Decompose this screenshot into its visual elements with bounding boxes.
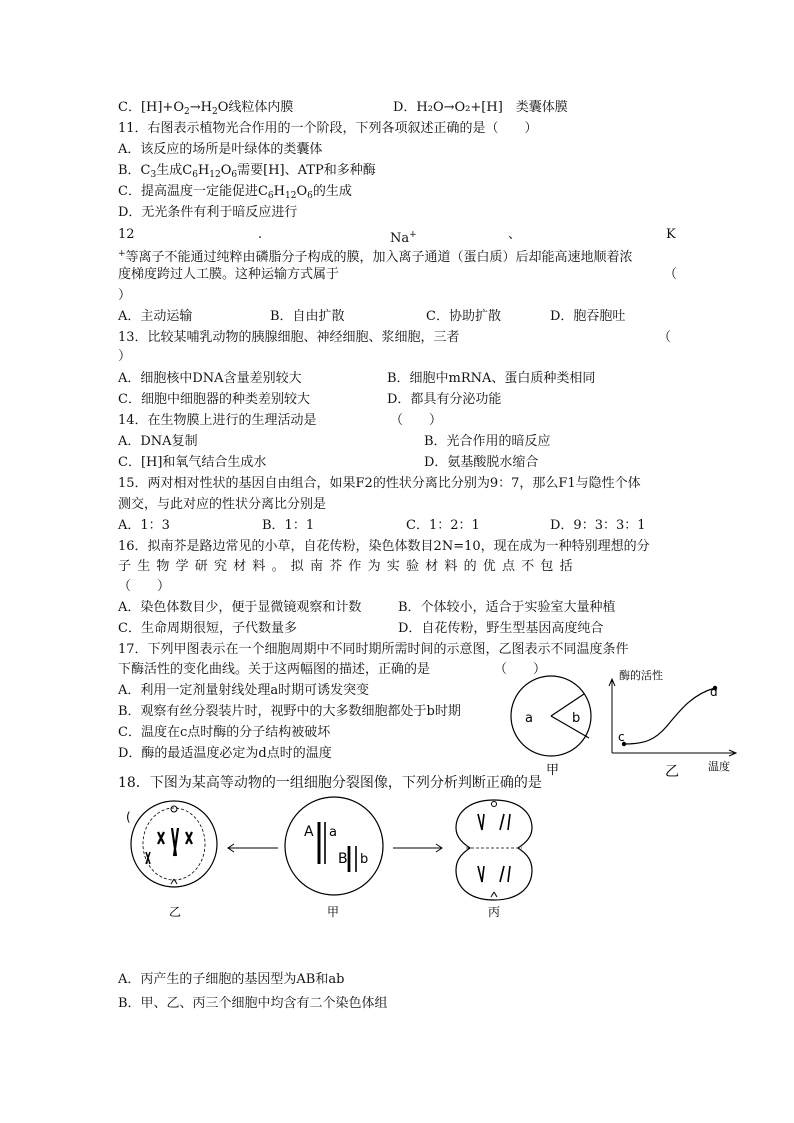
q13-option-c: C．细胞中细胞器的种类差别较大 <box>118 392 310 407</box>
cell-yi-label: 乙 <box>169 905 182 919</box>
q18-cell-division-figure <box>120 792 560 924</box>
q12-k: K <box>666 227 676 242</box>
gene-label-A: A <box>304 824 314 840</box>
q12-stem-line3: 度梯度跨过人工膜。这种运输方式属于 <box>118 267 340 282</box>
q17-figures <box>505 668 745 778</box>
q12-dot: . <box>258 227 263 242</box>
q13-option-a: A．细胞核中DNA含量差别较大 <box>118 371 302 386</box>
q16-stem-line3: （ ） <box>118 579 171 594</box>
q14-option-b: B．光合作用的暗反应 <box>424 434 551 449</box>
q18-option-b: B．甲、乙、丙三个细胞中均含有二个染色体组 <box>118 996 388 1011</box>
q17-stem-line2: 下酶活性的变化曲线。关于这两幅图的描述，正确的是 <box>118 662 431 677</box>
q14-option-c: C．[H]和氧气结合生成水 <box>118 455 267 470</box>
q12-number: 12 <box>118 227 135 242</box>
paren-mark: ( <box>126 810 131 824</box>
q13-option-d: D．都具有分泌功能 <box>387 392 502 407</box>
q17-option-b: B．观察有丝分裂装片时，视野中的大多数细胞都处于b时期 <box>118 704 461 719</box>
q14-stem: 14．在生物膜上进行的生理活动是 <box>118 413 317 428</box>
q12-comma: 、 <box>508 227 522 242</box>
cell-jia <box>285 797 383 919</box>
enzyme-activity-graph <box>609 668 736 778</box>
q13-paren-close: ） <box>118 349 132 364</box>
q15-option-a: A．1：3 <box>118 518 170 533</box>
q17-paren: （ ） <box>494 662 547 677</box>
q10-option-c: C．$[H]+O_2\to H_2O$线粒体内膜 <box>118 100 294 117</box>
q12-option-d: D．胞吞胞吐 <box>550 309 626 324</box>
point-c-label: c <box>618 730 625 744</box>
q13-stem: 13．比较某哺乳动物的胰腺细胞、神经细胞、浆细胞，三者 <box>118 330 460 345</box>
cell-bing <box>456 800 532 919</box>
q16-stem-line1: 16．拟南芥是路边常见的小草，自花传粉，染色体数目2N=10，现在成为一种特别理想的分 <box>118 539 650 554</box>
q11-option-d: D．无光条件有利于暗反应进行 <box>118 205 298 220</box>
q13-paren-open: （ <box>658 330 672 345</box>
q12-option-b: B．自由扩散 <box>270 309 345 324</box>
q17-option-a: A．利用一定剂量射线处理a时期可诱发突变 <box>118 683 370 698</box>
q14-option-d: D．氨基酸脱水缩合 <box>424 455 539 470</box>
q15-option-b: B．1：1 <box>262 518 315 533</box>
q18-option-a: A．丙产生的子细胞的基因型为AB和ab <box>118 972 345 987</box>
figure-yi-caption: 乙 <box>665 764 679 778</box>
gene-label-b: b <box>360 852 369 867</box>
q12-paren-open: （ <box>664 267 678 282</box>
q12-option-a: A．主动运输 <box>118 309 193 324</box>
q16-option-c: C．生命周期很短，子代数量多 <box>118 621 297 636</box>
q12-paren-close: ） <box>118 288 132 303</box>
q17-stem-line1: 17．下列甲图表示在一个细胞周期中不同时期所需时间的示意图，乙图表示不同温度条件 <box>118 642 629 657</box>
cell-yi <box>126 801 217 919</box>
enzyme-curve <box>624 688 715 744</box>
q15-stem-line1: 15．两对相对性状的基因自由组合，如果F2的性状分离比分别为9：7，那么F1与隐性个体 <box>118 476 641 491</box>
figure-jia-caption: 甲 <box>546 763 560 778</box>
q17-option-c: C．温度在c点时酶的分子结构被破坏 <box>118 725 331 740</box>
q12-na: Na+ <box>390 230 417 246</box>
cell-cycle-label-b: b <box>572 711 581 726</box>
q16-option-b: B．个体较小，适合于实验室大量种植 <box>398 600 616 615</box>
q18-stem: 18．下图为某高等动物的一组细胞分裂图像，下列分析判断正确的是 <box>118 775 542 791</box>
q16-option-a: A．染色体数目少，便于显微镜观察和计数 <box>118 600 362 615</box>
q16-option-d: D．自花传粉，野生型基因高度纯合 <box>398 621 604 636</box>
q17-option-d: D．酶的最适温度必定为d点时的温度 <box>118 746 332 761</box>
cell-jia-label: 甲 <box>327 905 340 919</box>
q11-option-b: B．$C_3$生成$C_6H_{12}O_6$需要[H]、ATP和多种酶 <box>118 163 376 180</box>
q14-option-a: A．DNA复制 <box>118 434 198 449</box>
q12-stem-line2: +等离子不能通过纯粹由磷脂分子构成的膜，加入离子通道（蛋白质）后却能高速地顺着浓 <box>118 249 633 265</box>
q13-option-b: B．细胞中mRNA、蛋白质种类相同 <box>387 371 596 386</box>
q15-option-d: D．9：3：3：1 <box>550 518 646 533</box>
q11-stem: 11．右图表示植物光合作用的一个阶段，下列各项叙述正确的是（ ） <box>118 121 538 136</box>
gene-label-B: B <box>338 851 348 867</box>
point-d-label: d <box>710 685 718 699</box>
cell-bing-label: 丙 <box>488 905 501 919</box>
q14-paren: （ ） <box>390 413 443 428</box>
cell-cycle-label-a: a <box>525 711 533 726</box>
q11-option-c: C．提高温度一定能促进$C_6H_{12}O_6$的生成 <box>118 184 352 201</box>
q15-option-c: C．1：2：1 <box>406 518 480 533</box>
q10-option-d: D．H₂O→O₂+[H] 类囊体膜 <box>393 100 568 115</box>
q16-stem-line2: 子生物学研究材料。拟南芥作为实验材料的优点不包括 <box>118 559 579 574</box>
y-axis-label: 酶的活性 <box>619 669 663 682</box>
q15-stem-line2: 测交，与此对应的性状分离比分别是 <box>118 497 327 512</box>
q12-option-c: C．协助扩散 <box>426 309 501 324</box>
x-axis-label: 温度 <box>708 760 730 773</box>
cell-cycle-diagram <box>511 676 591 778</box>
gene-label-a: a <box>329 825 337 840</box>
q11-option-a: A．该反应的场所是叶绿体的类囊体 <box>118 142 323 157</box>
